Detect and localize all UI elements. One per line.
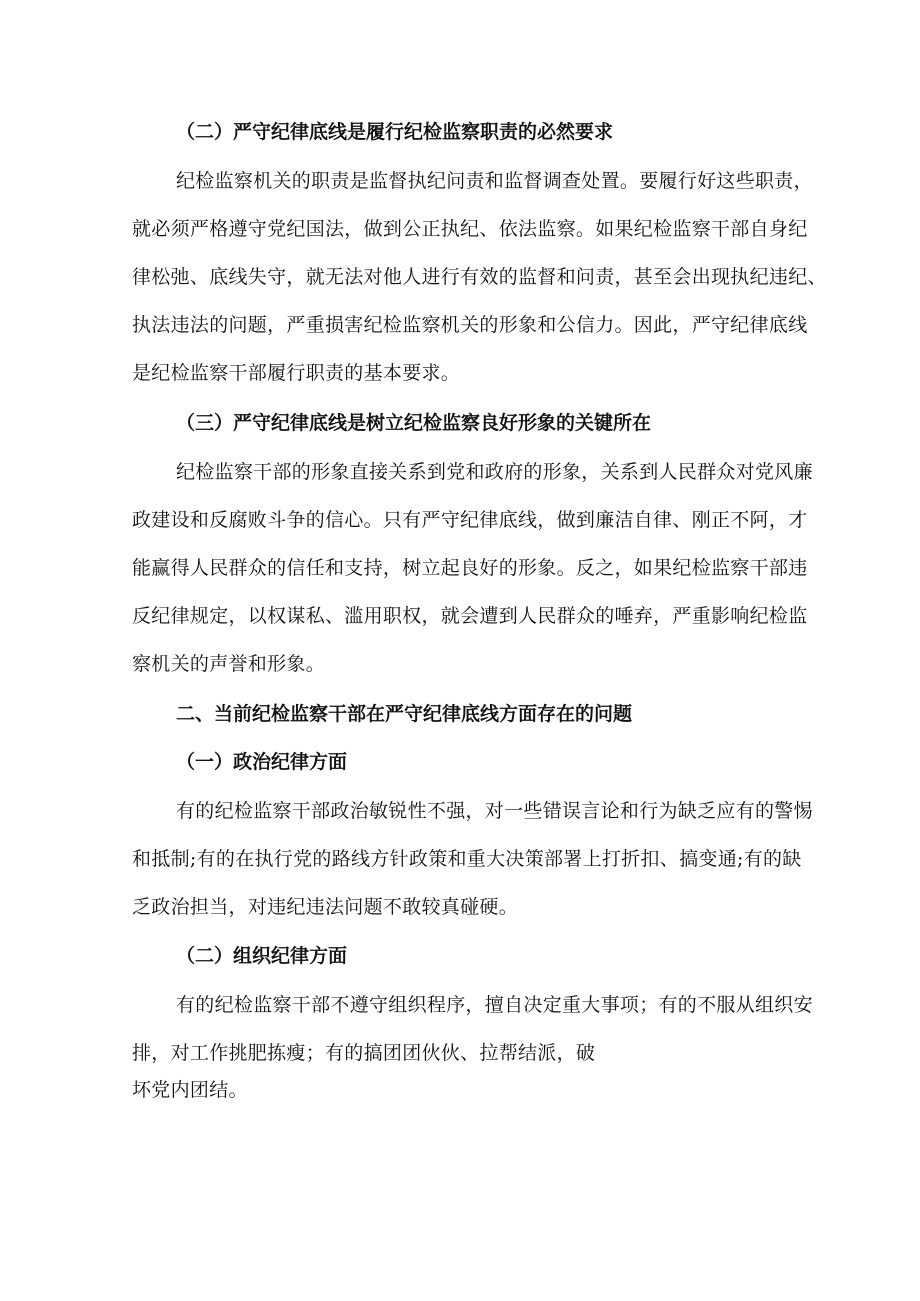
paragraph-line: 有的纪检监察干部政治敏锐性不强，对一些错误言论和行为缺乏应有的警惕 <box>176 800 813 822</box>
paragraph-line: 执法违法的问题，严重损害纪检监察机关的形象和公信力。因此，严守纪律底线 <box>132 314 808 336</box>
section-heading: （一）政治纪律方面 <box>176 751 348 773</box>
paragraph-line: 察机关的声誉和形象。 <box>132 653 326 675</box>
section-heading: （三）严守纪律底线是树立纪检监察良好形象的关键所在 <box>176 412 652 434</box>
paragraph-line: 有的纪检监察干部不遵守组织程序，擅自决定重大事项；有的不服从组织安 <box>176 994 813 1016</box>
paragraph-line: 纪检监察干部的形象直接关系到党和政府的形象，关系到人民群众对党风廉 <box>176 461 813 483</box>
paragraph-line: 和抵制;有的在执行党的路线方针政策和重大决策部署上打折扣、搞变通;有的缺 <box>132 848 802 870</box>
paragraph-line: 是纪检监察干部履行职责的基本要求。 <box>132 362 461 384</box>
paragraph-line: 排，对工作挑肥拣瘦；有的搞团团伙伙、拉帮结派，破 <box>132 1042 596 1064</box>
paragraph-line: 政建设和反腐败斗争的信心。只有严守纪律底线，做到廉洁自律、刚正不阿，才 <box>132 509 808 531</box>
paragraph-line: 律松弛、底线失守，就无法对他人进行有效的监督和问责，甚至会出现执纪违纪、 <box>132 266 827 288</box>
paragraph-line: 纪检监察机关的职责是监督执纪问责和监督调查处置。要履行好这些职责， <box>176 170 813 192</box>
section-heading: （二）严守纪律底线是履行纪检监察职责的必然要求 <box>176 121 614 143</box>
chapter-heading: 二、当前纪检监察干部在严守纪律底线方面存在的问题 <box>176 703 633 725</box>
paragraph-line: 反纪律规定，以权谋私、滥用职权，就会遭到人民群众的唾弃，严重影响纪检监 <box>132 605 808 627</box>
paragraph-line: 能赢得人民群众的信任和支持，树立起良好的形象。反之，如果纪检监察干部违 <box>132 557 808 579</box>
paragraph-line: 就必须严格遵守党纪国法，做到公正执纪、依法监察。如果纪检监察干部自身纪 <box>132 218 808 240</box>
paragraph-line: 乏政治担当，对违纪违法问题不敢较真碰硬。 <box>132 896 519 918</box>
paragraph-line: 坏党内团结。 <box>132 1079 248 1101</box>
section-heading: （二）组织纪律方面 <box>176 945 348 967</box>
